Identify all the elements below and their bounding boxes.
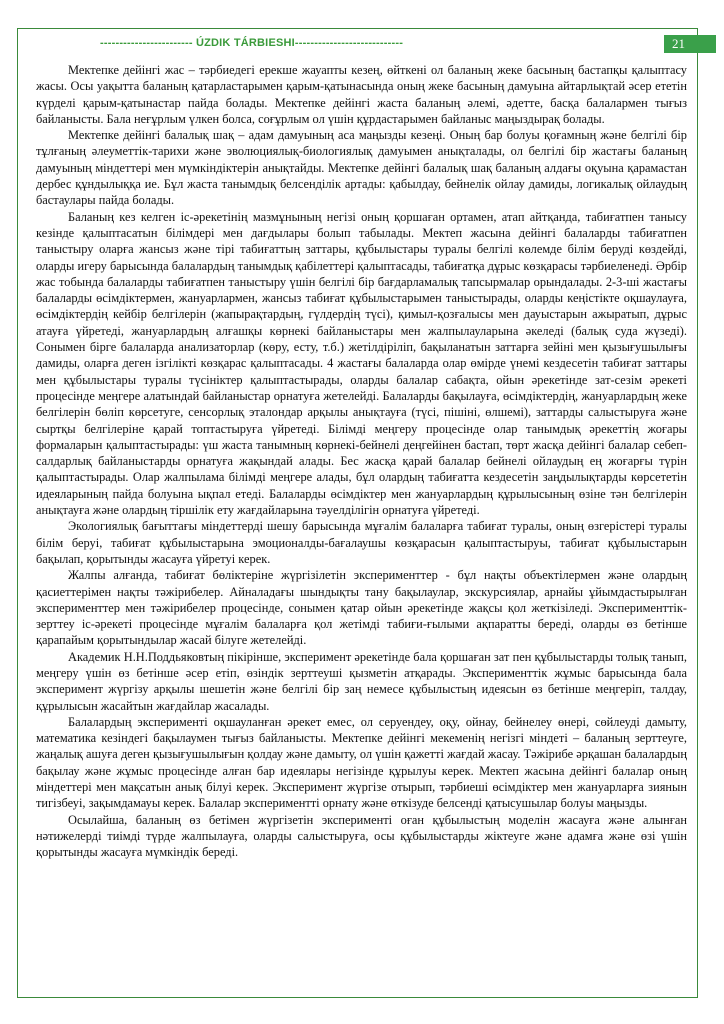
page-number: 21 xyxy=(664,35,716,53)
paragraph: Экологиялық бағыттағы міндеттерді шешу барысында мұғалім балаларға табиғат туралы, оның өзгерістері туралы білім беруі, табиғат құбылыстарына эмоционалды-бағалаушы көзқарасын қалыптастыруы, табиғат құбылыстарын бақылап, қорытынды жасауға үйретуі керек. xyxy=(36,519,687,566)
paragraph: Осылайша, баланың өз бетімен жүргізетін эксперименті оған құбылыстың моделін жасауға және алынған нәтижелерді тиімді түрде жалпылауға, оларды салыстыруға, осы құбылыстарды жіктеуге және адамға және өзі үшін қорытынды жасауға мүмкіндік береді. xyxy=(36,812,687,860)
running-header: ------------------------ ÚZDIK TÁRBIESHI---------------------------- xyxy=(100,37,404,49)
paragraph: Академик Н.Н.Поддьяковтың пікірінше, эксперимент әрекетінде бала қоршаған зат пен құбылыстарды толық танып, меңгеру үшін өз бетінше әсер етіп, өзіндік зерттеуші қызметін атқарады. Эксперименттік жұмыс барысында бала эксперимент жүргізу арқылы шешетін және белгілі бір заң немесе құбылыстың идеясын өз бетінше меңгеріп, талдау, құрылысын жасайтын жағдайлар жасалады. xyxy=(36,649,687,713)
paragraph: Мектепке дейінгі балалық шақ – адам дамуының аса маңызды кезеңі. Оның бар болуы қоғамның және белгілі бір тұлғаның әлеуметтік-тарихи және эволюциялық-биологиялық дамуымен анықталады, ол белгілі бір жастағы баланың дамуының міндеттері мен мүмкіндіктерін анықтайды. Мектепке дейінгі балалық шақ баланың алдағы оқуына қарамастан дербес құндылыққа ие. Бұл жаста танымдық белсенділік артады: қабылдау, бейнелік ойлау дамиды, логикалық ойлаудың бастаулары пайда болады. xyxy=(36,128,687,208)
paragraph: Балалардың эксперименті оқшауланған әрекет емес, ол серуендеу, оқу, ойнау, бейнелеу өнері, сөйлеуді дамыту, математика кезіндегі бақылаумен тығыз байланысты. Мектепке дейінгі мекеменің негізгі міндеті – баланың зерттеуге, жаңалық ашуға деген қызығушылығын қолдау және дамыту, ол үшін қажетті жағдай жасау. Тәжірибе әрқашан балалардың бақылау және жұмыс процесінде алған бар идеялары негізінде құрылуы керек. Мектеп жасына дейінгі балалар оның міндеттері мен мақсатын анық білуі керек. Эксперимент жүргізе отырып, тәрбиеші өсімдіктер мен жануарларға зиянын тигізбеуі, зақымдамауы керек. Балалар экспериментті орнату және өткізуде белсенді қатысушылар болуы маңызды. xyxy=(36,714,687,811)
article-body xyxy=(36,62,687,861)
paragraph: Жалпы алғанда, табиғат бөліктеріне жүргізілетін эксперименттер - бұл нақты объектілермен және олардың қасиеттерімен нақты тәжірибелер. Айналадағы шындықты тану бақылаулар, экскурсиялар, арнайы ұйымдастырылған эксперименттер мен тәжірибелер процесінде, сонымен қатар ойын әрекетінде жақсы қол жеткізіледі. Эксперименттік-зерттеу іс-әрекеті процесінде мұғалім балаларға қол жетімді табиғи-ғылыми ақпаратты береді, оларды өз бетінше қарапайым қорытындылар жасай білуге жетелейді. xyxy=(36,568,687,648)
paragraph: Мектепке дейінгі жас – тәрбиедегі ерекше жауапты кезең, өйткені ол баланың жеке басының бастапқы қалыптасу жасы. Осы уақытта баланың қатарластарымен қарым-қатынасында оның жеке басының дамуына айтарлықтай әсер ететін күрделі қарым-қатынастар пайда болады. Мектепке дейінгі жаста баланың әлемі, әдетте, басқа балалармен тығыз байланысты. Бала неғұрлым үлкен болса, соғұрлым ол үшін құрдастарымен байланыс маңыздырақ болады. xyxy=(36,63,687,126)
paragraph: Баланың кез келген іс-әрекетінің мазмұнының негізі оның қоршаған ортамен, атап айтқанда, табиғатпен танысу кезінде қалыптасатын білімдері мен дағдылары болып табылады. Мектеп жасына дейінгі балаларды табиғатпен таныстыру оларға жансыз және тірі табиғаттың заттары, құбылыстары туралы белгілі көлемде білім беруді көздейді, оларды игеру барысында балалардың танымдық қабілеттері қалыптасады, табиғатқа дұрыс көзқарасы тәрбиеленеді. Әрбір жас тобында балаларды табиғатпен таныстыру үшін белгілі бір бағдарламалық тапсырмалар орындалады. 2-3-ші жастағы балаларды өсімдіктермен, жануарлармен, жансыз табиғат құбылыстарымен таныстырады, оларды кеңістікте оқшаулауға, өсімдіктердің кейбір белгілерін (жапырақтардың, гүлдердің түсі), қимыл-қозғалысы мен дауыстарын ажыратып, дұрыс атауға үйретеді, жануарлардың алғашқы көрнекі байланыстары мен жалпылауларына әкеледі (балық суда жүзеді). Сонымен бірге балаларда анализаторлар (көру, есту, т.б.) жетілдіріліп, бақыланатын заттарға зейіні мен қызығушылығы дамиды, оларға деген ізгілікті көзқарас қалыптасады. 4 жастағы балаларда олар өмірде үнемі кездесетін табиғат заттары мен құбылыстары туралы түсініктер қалыптастырады, оларды балалар сабақта, ойын әрекетінде зат-сезім әрекеті процесінде меңгере алатындай байланыстар орнатуға жетелейді. Балаларды бақылауға, өсімдіктердің, жануарлардың жеке белгілерін бөліп көрсетуге, сенсорлық эталондар арқылы анықтауға (түсі, пішіні, өлшемі), заттарды салыстыруға және сыртқы белгілеріне қарай топтастыруға үйретеді. Білімді меңгеру процесінде олар танымдық әрекеттің жоғары формаларын қалыптастырады: үш жаста танымның көрнекі-бейнелі деңгейінен бастап, төрт жасқа дейінгі балалар себеп-салдарлық байланыстарды орнатуға жақындай алады. Бес жасқа қарай балалар бейнелі ойлаудың ең жоғарғы түрін қалыптастырады. Олар жалпылама білімді меңгере алады, бұл олардың табиғатта кездесетін заңдылықтарды көрсететін идеяларының пайда болуына ықпал етеді. Балаларды өсімдіктер мен жануарлардың құрылысының өзіне тән белгілерін анықтауға және олардың тіршілік ету жағдайларына тәуелділігін орнатуға үйретеді. xyxy=(36,209,687,518)
